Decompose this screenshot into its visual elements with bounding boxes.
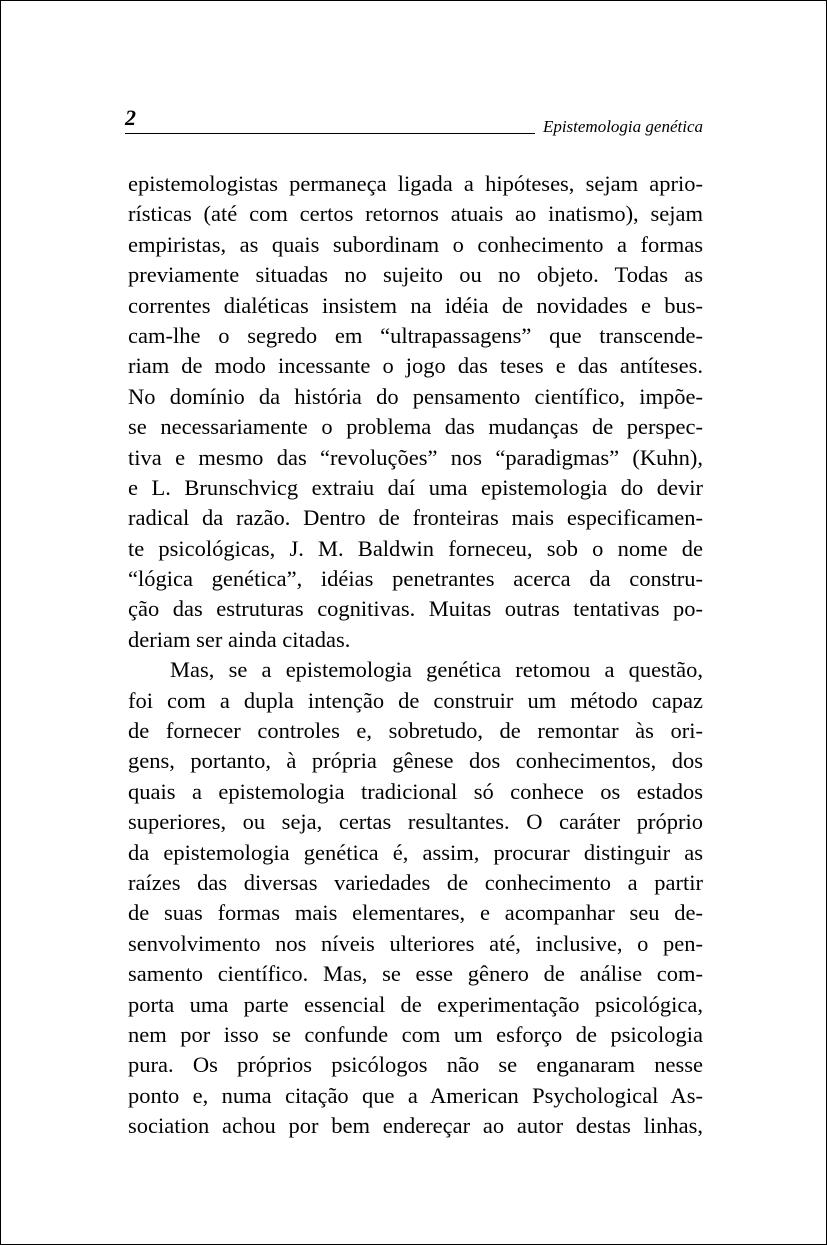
text-line: sociation achou por bem endereçar ao autor destas linhas, (128, 1113, 703, 1139)
page-number: 2 (125, 105, 136, 130)
page-header (125, 105, 703, 137)
text-line: foi com a dupla intenção de construir um método capaz (128, 687, 703, 713)
text-line: ção das estruturas cognitivas. Muitas outras tentativas po- (128, 596, 703, 622)
text-line: cam-lhe o segredo em “ultrapassagens” que transcende- (128, 322, 703, 348)
text-line: gens, portanto, à própria gênese dos conhecimentos, dos (128, 748, 703, 774)
text-line: senvolvimento nos níveis ulteriores até, inclusive, o pen- (128, 930, 703, 956)
running-title: Epistemologia genética (542, 117, 703, 136)
text-line: “lógica genética”, idéias penetrantes acerca da constru- (128, 566, 703, 592)
text-line: de suas formas mais elementares, e acompanhar seu de- (128, 900, 703, 926)
text-line: raízes das diversas variedades de conhecimento a partir (128, 869, 703, 895)
text-line: quais a epistemologia tradicional só conhece os estados (128, 778, 703, 804)
body-text (128, 169, 703, 1142)
text-line: epistemologistas permaneça ligada a hipóteses, sejam aprio- (128, 171, 703, 196)
paragraph (128, 169, 703, 655)
text-line: superiores, ou seja, certas resultantes. O caráter próprio (128, 809, 703, 835)
text-line: correntes dialéticas insistem na idéia de novidades e bus- (128, 292, 703, 318)
text-line: empiristas, as quais subordinam o conhecimento a formas (128, 231, 703, 257)
text-line: previamente situadas no sujeito ou no objeto. Todas as (128, 262, 703, 288)
text-line: te psicológicas, J. M. Baldwin forneceu, sob o nome de (128, 535, 703, 561)
text-line: porta uma parte essencial de experimentação psicológica, (128, 991, 703, 1017)
text-line: riam de modo incessante o jogo das teses e das antíteses. (128, 353, 703, 379)
text-line: deriam ser ainda citadas. (128, 626, 351, 652)
text-line: e L. Brunschvicg extraiu daí uma epistemologia do devir (128, 474, 703, 500)
text-line: de fornecer controles e, sobretudo, de remontar às ori- (128, 718, 703, 744)
text-line: Mas, se a epistemologia genética retomou a questão, (170, 657, 703, 683)
text-line: tiva e mesmo das “revoluções” nos “paradigmas” (Kuhn), (128, 444, 703, 470)
header-rule (125, 133, 535, 134)
paragraph (128, 655, 703, 1141)
text-line: da epistemologia genética é, assim, procurar distinguir as (128, 839, 703, 865)
text-line: samento científico. Mas, se esse gênero de análise com- (128, 961, 703, 987)
text-line: radical da razão. Dentro de fronteiras mais especificamen- (128, 505, 703, 531)
text-line: pura. Os próprios psicólogos não se enganaram nesse (128, 1052, 703, 1078)
text-line: No domínio da história do pensamento científico, impõe- (128, 383, 703, 409)
text-line: nem por isso se confunde com um esforço de psicologia (128, 1021, 703, 1047)
text-line: ponto e, numa citação que a American Psychological As- (128, 1082, 703, 1108)
text-line: se necessariamente o problema das mudanças de perspec- (128, 414, 703, 440)
text-line: rísticas (até com certos retornos atuais ao inatismo), sejam (128, 201, 703, 227)
